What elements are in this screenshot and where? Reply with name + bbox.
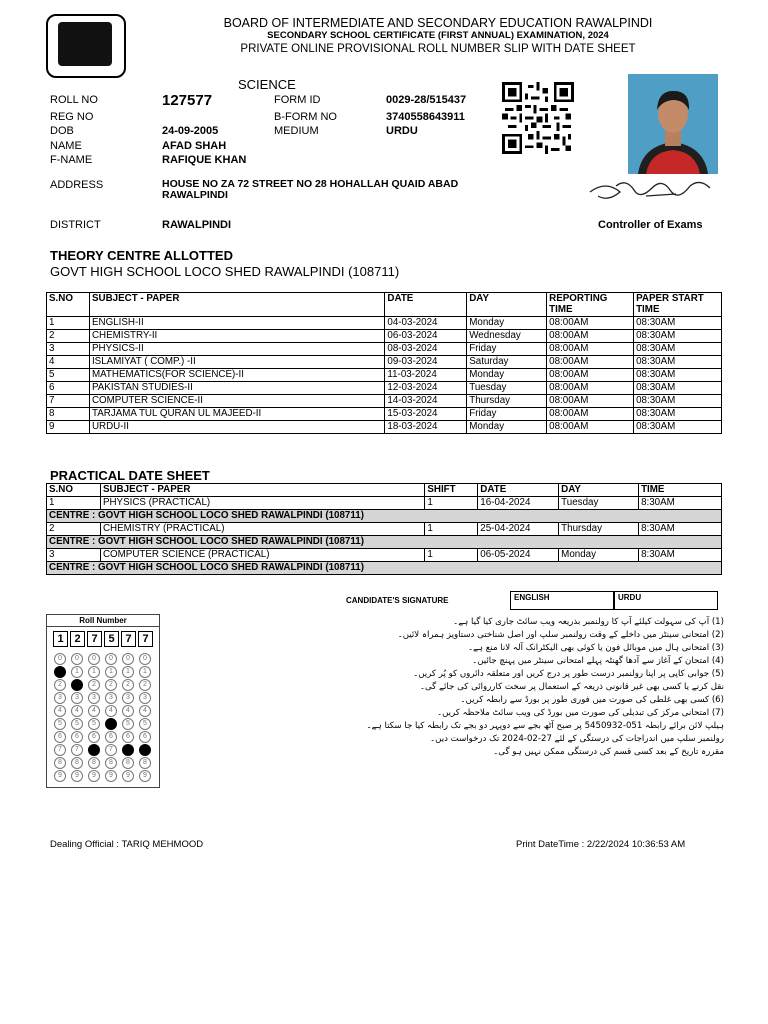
roll-bubble: 6 (139, 731, 151, 743)
instructions-list (316, 616, 724, 759)
roll-bubble: 4 (105, 705, 117, 717)
dob-value: 24-09-2005 (162, 125, 219, 137)
cell-sno: 3 (47, 343, 90, 356)
roll-bubble: 9 (122, 770, 134, 782)
roll-digit-box: 1 (53, 631, 68, 647)
roll-bubble (122, 744, 134, 756)
roll-bubble: 2 (54, 679, 66, 691)
cell-start-time: 08:30AM (634, 330, 722, 343)
cell-subject: ISLAMIYAT ( COMP.) -II (89, 356, 384, 369)
roll-bubble: 4 (122, 705, 134, 717)
dob-label: DOB (50, 125, 74, 137)
cell-subject: TARJAMA TUL QURAN UL MAJEED-II (89, 408, 384, 421)
cell-day: Monday (467, 421, 547, 434)
cell-day: Monday (559, 549, 639, 562)
roll-bubble: 1 (71, 666, 83, 678)
print-datetime: Print DateTime : 2/22/2024 10:36:53 AM (516, 839, 686, 850)
reg-no-label: REG NO (50, 111, 94, 123)
roll-bubble: 9 (105, 770, 117, 782)
instruction-line: (4) امتحان کے آغاز سے آدھا گھنٹہ پہلے امتحانی سینٹر میں پہنچ جائیں۔ (472, 656, 724, 666)
form-id-value: 0029-28/515437 (386, 94, 467, 106)
roll-number-bubble-sheet (46, 614, 160, 788)
centre-name: CENTRE : GOVT HIGH SCHOOL LOCO SHED RAWALPINDI (108711) (47, 536, 722, 549)
roll-bubble: 6 (105, 731, 117, 743)
roll-bubble: 4 (139, 705, 151, 717)
cell-subject: PHYSICS (PRACTICAL) (100, 497, 424, 510)
cell-start-time: 08:30AM (634, 382, 722, 395)
table-row (47, 523, 722, 536)
instruction-line: نقل کرنے یا کسی بھی غیر قانونی ذریعہ کے استعمال پر سخت کارروائی کی جائے گی۔ (419, 682, 724, 692)
roll-bubble: 8 (105, 757, 117, 769)
cell-reporting-time: 08:00AM (547, 382, 634, 395)
controller-label: Controller of Exams (598, 219, 703, 231)
table-row (47, 369, 722, 382)
roll-bubble: 7 (71, 744, 83, 756)
cell-sno: 2 (47, 523, 101, 536)
cell-subject: PHYSICS-II (89, 343, 384, 356)
district-value: RAWALPINDI (162, 219, 232, 231)
cell-date: 16-04-2024 (478, 497, 559, 510)
bform-value: 3740558643911 (386, 111, 465, 123)
table-row (47, 343, 722, 356)
cell-sno: 2 (47, 330, 90, 343)
centre-name: CENTRE : GOVT HIGH SCHOOL LOCO SHED RAWALPINDI (108711) (47, 510, 722, 523)
table-row (47, 408, 722, 421)
roll-bubble: 5 (122, 718, 134, 730)
roll-bubble: 9 (139, 770, 151, 782)
cell-shift: 1 (425, 523, 478, 536)
col-day: DAY (559, 484, 639, 497)
cell-sno: 9 (47, 421, 90, 434)
theory-table (46, 292, 722, 434)
cell-subject: CHEMISTRY (PRACTICAL) (100, 523, 424, 536)
group-label: SCIENCE (238, 77, 296, 92)
signature-english-box: ENGLISH (510, 591, 614, 610)
cell-date: 14-03-2024 (385, 395, 467, 408)
roll-bubble: 9 (54, 770, 66, 782)
instruction-line: (3) امتحانی ہال میں موبائل فون یا کوئی بھی الیکٹرانک آلہ لانا منع ہے۔ (467, 643, 724, 653)
cell-subject: MATHEMATICS(FOR SCIENCE)-II (89, 369, 384, 382)
roll-bubble: 1 (88, 666, 100, 678)
cell-day: Friday (467, 408, 547, 421)
roll-bubble: 3 (71, 692, 83, 704)
roll-digit-box: 7 (138, 631, 153, 647)
cell-reporting-time: 08:00AM (547, 330, 634, 343)
roll-bubble: 6 (71, 731, 83, 743)
roll-bubble: 7 (105, 744, 117, 756)
centre-row (47, 536, 722, 549)
roll-digit-box: 2 (70, 631, 85, 647)
col-reporting-time: REPORTING TIME (547, 293, 634, 317)
roll-bubble (54, 666, 66, 678)
roll-bubble: 4 (71, 705, 83, 717)
centre-name: CENTRE : GOVT HIGH SCHOOL LOCO SHED RAWALPINDI (108711) (47, 562, 722, 575)
col-subject: SUBJECT - PAPER (89, 293, 384, 317)
instruction-line: (2) امتحانی سینٹر میں داخلے کے وقت رولنمبر سلپ اور اصل شناختی دستاویز ہمراہ لائیں۔ (397, 630, 724, 640)
roll-bubble: 6 (54, 731, 66, 743)
roll-bubble (71, 679, 83, 691)
roll-bubble (88, 744, 100, 756)
cell-day: Wednesday (467, 330, 547, 343)
cell-reporting-time: 08:00AM (547, 421, 634, 434)
practical-table (46, 483, 722, 575)
cell-time: 8:30AM (639, 497, 722, 510)
roll-bubble: 3 (54, 692, 66, 704)
roll-digit-box: 7 (121, 631, 136, 647)
theory-centre: GOVT HIGH SCHOOL LOCO SHED RAWALPINDI (108711) (50, 264, 400, 279)
board-logo (46, 14, 126, 78)
instruction-line: ہیلپ لائن برائے رابطہ 051-5450932 پر صبح آٹھ بجے سے دوپہر دو بجے تک رابطہ کیا جا سکتا ہے۔ (366, 721, 724, 731)
roll-bubble: 1 (139, 666, 151, 678)
instruction-line: (6) کسی بھی غلطی کی صورت میں فوری طور پر بورڈ سے رابطہ کریں۔ (460, 695, 724, 705)
instruction-line: رولنمبر سلپ میں اندراجات کی درستگی کے لئے 27-02-2024 تک درخواست دیں۔ (430, 734, 724, 744)
cell-day: Monday (467, 317, 547, 330)
cell-subject: URDU-II (89, 421, 384, 434)
col-time: TIME (639, 484, 722, 497)
cell-sno: 8 (47, 408, 90, 421)
table-row (47, 356, 722, 369)
cell-day: Thursday (467, 395, 547, 408)
roll-bubble: 4 (54, 705, 66, 717)
cell-subject: CHEMISTRY-II (89, 330, 384, 343)
cell-sno: 4 (47, 356, 90, 369)
roll-no-label: ROLL NO (50, 94, 98, 106)
fname-label: F-NAME (50, 154, 93, 166)
roll-bubble: 5 (54, 718, 66, 730)
cell-reporting-time: 08:00AM (547, 408, 634, 421)
cell-day: Thursday (559, 523, 639, 536)
roll-bubble: 6 (122, 731, 134, 743)
roll-bubble: 2 (139, 679, 151, 691)
qr-code (502, 80, 574, 156)
roll-bubble: 2 (122, 679, 134, 691)
cell-start-time: 08:30AM (634, 369, 722, 382)
roll-bubble: 3 (139, 692, 151, 704)
theory-heading: THEORY CENTRE ALLOTTED (50, 248, 233, 263)
cell-start-time: 08:30AM (634, 356, 722, 369)
cell-reporting-time: 08:00AM (547, 395, 634, 408)
instruction-line: (7) امتحانی مرکز کی تبدیلی کی صورت میں بورڈ کی ویب سائٹ ملاحظہ کریں۔ (437, 708, 724, 718)
cell-reporting-time: 08:00AM (547, 343, 634, 356)
cell-date: 18-03-2024 (385, 421, 467, 434)
cell-day: Monday (467, 369, 547, 382)
table-row (47, 330, 722, 343)
roll-bubble: 0 (54, 653, 66, 665)
controller-signature (586, 176, 720, 220)
roll-digit-box: 5 (104, 631, 119, 647)
cell-shift: 1 (425, 497, 478, 510)
cell-reporting-time: 08:00AM (547, 369, 634, 382)
cell-sno: 3 (47, 549, 101, 562)
roll-bubble: 5 (139, 718, 151, 730)
cell-date: 06-03-2024 (385, 330, 467, 343)
roll-bubble (139, 744, 151, 756)
col-date: DATE (385, 293, 467, 317)
table-row (47, 317, 722, 330)
col-sno: S.NO (47, 484, 101, 497)
cell-sno: 1 (47, 497, 101, 510)
col-date: DATE (478, 484, 559, 497)
instruction-line: (5) جوابی کاپی پر اپنا رولنمبر درست طور پر درج کریں اور متعلقہ دائروں کو پُر کریں۔ (413, 669, 724, 679)
cell-date: 06-05-2024 (478, 549, 559, 562)
cell-subject: COMPUTER SCIENCE-II (89, 395, 384, 408)
district-label: DISTRICT (50, 219, 101, 231)
roll-bubble: 9 (88, 770, 100, 782)
col-sno: S.NO (47, 293, 90, 317)
centre-row (47, 510, 722, 523)
roll-bubble: 0 (88, 653, 100, 665)
cell-date: 11-03-2024 (385, 369, 467, 382)
address-label: ADDRESS (50, 179, 104, 191)
cell-sno: 1 (47, 317, 90, 330)
cell-date: 08-03-2024 (385, 343, 467, 356)
col-shift: SHIFT (425, 484, 478, 497)
candidate-signature-label: CANDIDATE'S SIGNATURE (346, 596, 449, 605)
board-name: BOARD OF INTERMEDIATE AND SECONDARY EDUCATION RAWALPINDI (223, 16, 653, 30)
roll-bubble: 5 (88, 718, 100, 730)
roll-digit-box: 7 (87, 631, 102, 647)
roll-bubble: 4 (88, 705, 100, 717)
roll-bubble: 1 (105, 666, 117, 678)
medium-label: MEDIUM (274, 125, 319, 137)
roll-bubble: 0 (122, 653, 134, 665)
roll-bubble: 0 (71, 653, 83, 665)
table-row (47, 421, 722, 434)
roll-bubble: 3 (105, 692, 117, 704)
col-day: DAY (467, 293, 547, 317)
roll-bubble: 2 (88, 679, 100, 691)
roll-bubble: 9 (71, 770, 83, 782)
table-row (47, 549, 722, 562)
dealing-official: Dealing Official : TARIQ MEHMOOD (50, 839, 204, 850)
cell-start-time: 08:30AM (634, 395, 722, 408)
cell-sno: 6 (47, 382, 90, 395)
practical-heading: PRACTICAL DATE SHEET (50, 468, 210, 483)
table-row (47, 497, 722, 510)
cell-start-time: 08:30AM (634, 317, 722, 330)
roll-bubble: 5 (71, 718, 83, 730)
roll-number-title: Roll Number (47, 616, 159, 627)
cell-time: 8:30AM (639, 523, 722, 536)
address-value: HOUSE NO ZA 72 STREET NO 28 HOHALLAH QUAID ABAD RAWALPINDI (162, 178, 459, 201)
cell-reporting-time: 08:00AM (547, 317, 634, 330)
col-subject: SUBJECT - PAPER (100, 484, 424, 497)
roll-bubble: 6 (88, 731, 100, 743)
cell-reporting-time: 08:00AM (547, 356, 634, 369)
exam-title: SECONDARY SCHOOL CERTIFICATE (FIRST ANNUAL) EXAMINATION, 2024 (267, 30, 609, 41)
slip-title: PRIVATE ONLINE PROVISIONAL ROLL NUMBER SLIP WITH DATE SHEET (240, 43, 636, 55)
cell-time: 8:30AM (639, 549, 722, 562)
bform-label: B-FORM NO (274, 111, 337, 123)
cell-day: Tuesday (559, 497, 639, 510)
cell-sno: 5 (47, 369, 90, 382)
roll-bubble: 8 (54, 757, 66, 769)
cell-start-time: 08:30AM (634, 408, 722, 421)
cell-date: 15-03-2024 (385, 408, 467, 421)
instruction-line: (1) آپ کی سہولت کیلئے آپ کا رولنمبر بذریعہ ویب سائٹ جاری کیا گیا ہے۔ (453, 617, 724, 627)
cell-date: 12-03-2024 (385, 382, 467, 395)
name-label: NAME (50, 140, 82, 152)
cell-day: Tuesday (467, 382, 547, 395)
cell-start-time: 08:30AM (634, 343, 722, 356)
candidate-photo (628, 74, 718, 174)
signature-urdu-box: URDU (614, 591, 718, 610)
cell-day: Saturday (467, 356, 547, 369)
roll-no-value: 127577 (162, 92, 213, 109)
roll-bubble (105, 718, 117, 730)
table-row (47, 382, 722, 395)
centre-row (47, 562, 722, 575)
medium-value: URDU (386, 125, 418, 137)
roll-bubble: 3 (88, 692, 100, 704)
table-row (47, 395, 722, 408)
roll-bubble: 8 (139, 757, 151, 769)
cell-date: 09-03-2024 (385, 356, 467, 369)
cell-shift: 1 (425, 549, 478, 562)
cell-sno: 7 (47, 395, 90, 408)
roll-bubble: 8 (71, 757, 83, 769)
cell-subject: PAKISTAN STUDIES-II (89, 382, 384, 395)
roll-bubble: 7 (54, 744, 66, 756)
cell-subject: ENGLISH-II (89, 317, 384, 330)
roll-bubble: 1 (122, 666, 134, 678)
fname-value: RAFIQUE KHAN (162, 154, 247, 166)
cell-subject: COMPUTER SCIENCE (PRACTICAL) (100, 549, 424, 562)
col-paper-start-time: PAPER START TIME (634, 293, 722, 317)
roll-bubble: 8 (122, 757, 134, 769)
cell-date: 25-04-2024 (478, 523, 559, 536)
name-value: AFAD SHAH (162, 140, 227, 152)
cell-start-time: 08:30AM (634, 421, 722, 434)
cell-date: 04-03-2024 (385, 317, 467, 330)
roll-bubble: 2 (105, 679, 117, 691)
form-id-label: FORM ID (274, 94, 321, 106)
roll-bubble: 0 (139, 653, 151, 665)
roll-bubble: 3 (122, 692, 134, 704)
instruction-line: مقررہ تاریخ کے بعد کسی قسم کی درستگی ممکن نہیں ہو گی۔ (493, 747, 724, 757)
roll-bubble: 0 (105, 653, 117, 665)
roll-bubble: 8 (88, 757, 100, 769)
cell-day: Friday (467, 343, 547, 356)
